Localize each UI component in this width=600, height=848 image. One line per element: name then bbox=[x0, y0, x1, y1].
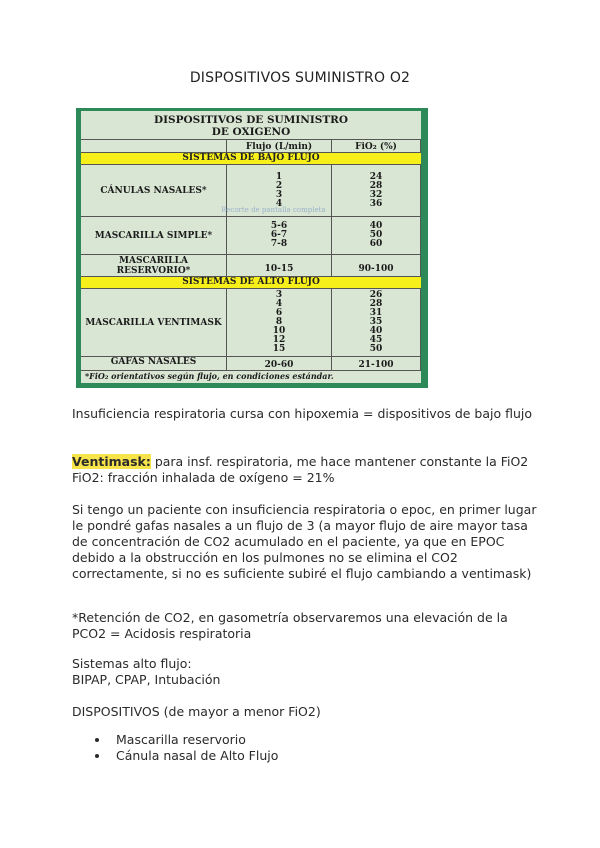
device-cell: MASCARILLA RESERVORIO* bbox=[81, 255, 227, 277]
fio2-value: 40 bbox=[369, 221, 383, 231]
low-flow-band: SISTEMAS DE BAJO FLUJO bbox=[81, 153, 421, 165]
oxygen-devices-table bbox=[81, 111, 421, 383]
paragraph-ventimask bbox=[72, 454, 538, 486]
paragraph-epoc: Si tengo un paciente con insuficiencia respiratoria o epoc, en primer lugar le pondré gafas nasales a un flujo de 3 (a mayor flujo de aire mayor tasa de concentración de CO2 acumulado en el paciente, ya que en EPOC debido a la obstrucción en los pulmones no se elimina el CO2 correctamente, si no es suficiente subiré el flujo cambiando a ventimask) bbox=[72, 502, 537, 581]
devices-list bbox=[72, 732, 278, 764]
device-cell: MASCARILLA VENTIMASK bbox=[81, 289, 227, 357]
flow-value: 4 bbox=[275, 299, 283, 309]
flow-cell bbox=[227, 217, 332, 255]
high-flow-band: SISTEMAS DE ALTO FLUJO bbox=[81, 277, 421, 289]
table-title bbox=[81, 111, 421, 141]
fio2-value: 50 bbox=[369, 344, 383, 354]
fio2-col-header: FiO₂ (%) bbox=[332, 139, 421, 153]
flow-value: 12 bbox=[272, 335, 286, 345]
list-item: • Mascarilla reservorio bbox=[110, 732, 278, 748]
high-flow-heading: Sistemas alto flujo: bbox=[72, 656, 192, 671]
table-footnote: *FiO₂ orientativos según flujo, en condiciones estándar. bbox=[85, 371, 334, 381]
paragraph-high-flow bbox=[72, 656, 538, 688]
fio2-value: 21-100 bbox=[358, 360, 394, 370]
fio2-cell bbox=[332, 289, 421, 357]
table-title-line2: DE OXIGENO bbox=[211, 126, 291, 138]
fio2-value: 45 bbox=[369, 335, 383, 345]
fio2-value: 90-100 bbox=[358, 264, 394, 274]
fio2-value: 24 bbox=[369, 171, 383, 182]
fio2-value: 60 bbox=[369, 239, 383, 249]
page-title: DISPOSITIVOS SUMINISTRO O2 bbox=[189, 70, 411, 86]
flow-value: 10 bbox=[272, 326, 286, 336]
flow-value: 20-60 bbox=[264, 360, 294, 370]
fio2-value: 31 bbox=[369, 308, 383, 318]
fio2-cell bbox=[332, 357, 421, 371]
flow-value: 15 bbox=[272, 344, 286, 354]
flow-value: 3 bbox=[275, 189, 283, 200]
flow-value: 10-15 bbox=[264, 264, 294, 274]
fio2-value: 32 bbox=[369, 189, 383, 200]
flow-col-header: Flujo (L/min) bbox=[227, 139, 332, 153]
fio2-value: 36 bbox=[369, 198, 383, 209]
paragraph-hypoxemia: Insuficiencia respiratoria cursa con hipoxemia = dispositivos de bajo flujo bbox=[72, 406, 533, 421]
flow-cell bbox=[227, 289, 332, 357]
paragraph-co2-retention: *Retención de CO2, en gasometría observaremos una elevación de la PCO2 = Acidosis respiratoria bbox=[72, 610, 508, 641]
flow-value: 2 bbox=[275, 180, 283, 191]
flow-value: 6-7 bbox=[270, 230, 288, 240]
fio2-value: 40 bbox=[369, 326, 383, 336]
ventimask-highlight: Ventimask: bbox=[72, 454, 151, 469]
device-cell: CÁNULAS NASALES* bbox=[81, 165, 227, 217]
flow-value: 6 bbox=[275, 308, 283, 318]
fio2-value: 28 bbox=[369, 299, 383, 309]
fio2-value: 28 bbox=[369, 180, 383, 191]
fio2-value: 35 bbox=[369, 317, 383, 327]
flow-value: 7-8 bbox=[270, 239, 288, 249]
flow-value: 5-6 bbox=[270, 221, 288, 231]
fio2-definition: FiO2: fracción inhalada de oxígeno = 21% bbox=[72, 470, 335, 485]
list-item: • Cánula nasal de Alto Flujo bbox=[110, 748, 278, 764]
fio2-cell bbox=[332, 165, 421, 217]
flow-cell bbox=[227, 255, 332, 277]
device-col-header bbox=[81, 139, 227, 153]
device-cell: MASCARILLA SIMPLE* bbox=[81, 217, 227, 255]
ventimask-text: para insf. respiratoria, me hace mantener constante la FiO2 bbox=[150, 454, 529, 469]
flow-value: 8 bbox=[275, 317, 283, 327]
high-flow-list: BIPAP, CPAP, Intubación bbox=[72, 672, 221, 687]
paragraph-devices-order: DISPOSITIVOS (de mayor a menor FiO2) bbox=[72, 704, 321, 719]
flow-value: 3 bbox=[275, 290, 283, 300]
flow-value: 1 bbox=[275, 171, 283, 182]
flow-cell bbox=[227, 357, 332, 371]
fio2-cell bbox=[332, 217, 421, 255]
flow-value: 4 bbox=[275, 198, 283, 209]
fio2-value: 50 bbox=[369, 230, 383, 240]
fio2-value: 26 bbox=[369, 290, 383, 300]
oxygen-devices-table-image bbox=[76, 108, 428, 388]
screenshot-watermark: Recorte de pantalla completa bbox=[221, 206, 326, 214]
fio2-cell bbox=[332, 255, 421, 277]
table-title-line1: DISPOSITIVOS DE SUMINISTRO bbox=[153, 114, 349, 126]
device-cell: GAFAS NASALES bbox=[81, 357, 227, 371]
